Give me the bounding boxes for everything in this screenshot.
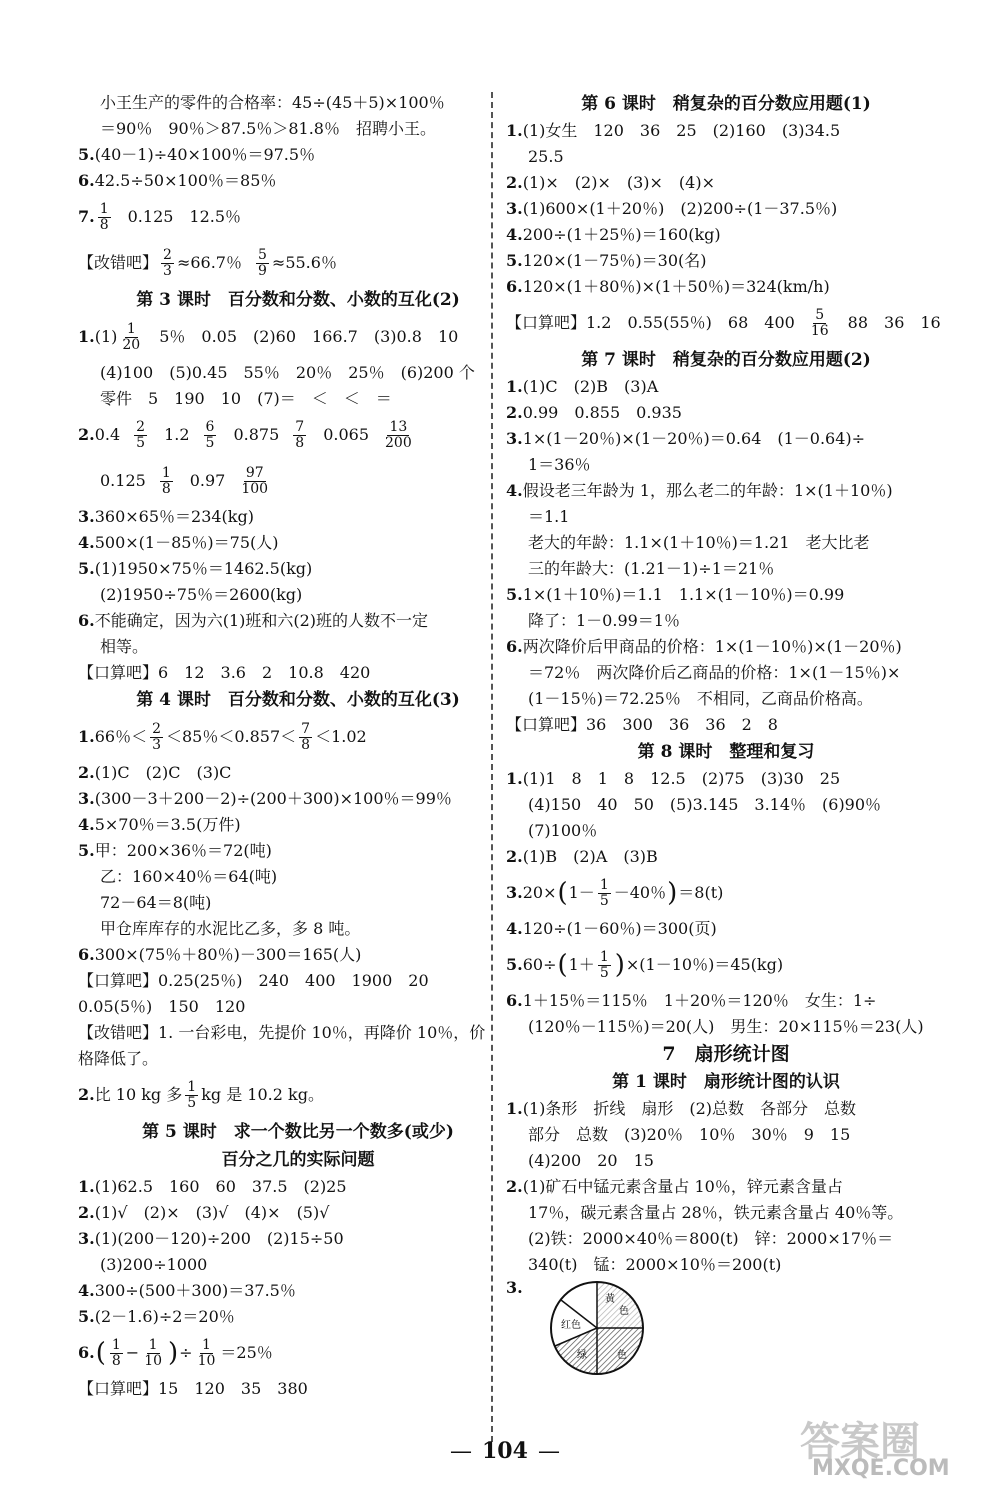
item-number: 6. [78, 944, 95, 964]
fraction: $\frac{1}{8}$ [111, 1336, 121, 1369]
text: ＝25％ [220, 1342, 273, 1362]
left-column: 小王生产的零件的合格率：45÷(45＋5)×100％ ＝90％ 90％＞87.5％＞81.8％ 招聘小王。 5. (40－1)÷40×100％＝97.5％ 6. 42.5÷50×100％＝85％ 7. $\frac{1}{8}$ 0.125 12.5％ 【改错吧】 $\frac{2}{3}$ ≈66.7％ $\frac{5}{9}$ ≈55.6％ 第 3 课时 百分数和分数、小数的互化(2) 1. (1) $\frac{1}{20}$ 5％ 0.05 (2)60 166.7 (3)0.8 10 (4)100 (5)0.45 55％ 20％ 25％ (6)200 个 零件 5 190 10 (7)＝ ＜ ＜ ＝ 2. 0.4 $\frac{2}{5}$ 1.2 $\frac{6}{5}$ 0.875 $\frac{7}{8}$ 0.065 $\frac{13}{200}$ 0.125 $\frac{1}{8}$ 0.97 $\frac{97}{100}$ 3. 360×65％＝234(kg) 4. 500×(1－85％)＝75(人) 5. (1)1950×75％＝1462.5(kg) (2)1950÷75％＝2600(kg) 6. 不能确定，因为六(1)班和六(2)班的人数不一定 相等。 【口算吧】6 12 3.6 2 10.8 420 第 4 课时 百分数和分数、小数的互化(3) 1. 66％＜ $\frac{2}{3}$ ＜85％＜0.857＜ $\frac{7}{8}$ ＜1.02 2. (1)C (2)C (3)C 3. (300－3＋200－2)÷(200＋300)×100％＝99％ 4. 5×70％＝3.5(万件) 5. 甲：200×36％＝72(吨) 乙：160×40％＝64(吨) 72－64＝8(吨) 甲仓库库存的水泥比乙多，多 8 吨。 6. 300×(75％＋80％)－300＝165(人) 【口算吧】0.25(25％) 240 400 1900 20 0.05(5％) 150 120 【改错吧】1. 一台彩电，先提价 10％，再降价 10％，价 格降低了。 2. 比 10 kg 多 $\frac{1}{5}$ kg 是 10.2 kg。 第 5 课时 求一个数比另一个数多(或少) 百分之几的实际问题 1. (1)62.5 160 60 37.5 (2)25 2. (1)√ (2)× (3)√ (4)× (5)√ 3. (1)(200－120)÷200 (2)15÷50 (3)200÷1000 4. 300÷(500＋300)＝37.5％ 5. (2－1.6)÷2＝20％ 6. ( $\frac{1}{8}$ − $\frac{1}{10}$ ) ÷ $\frac{1}{10}$ ＝25％ 【口算吧】15 120 35 380 [78, 90, 518, 1402]
fraction: $\frac{2}{3}$ [152, 720, 161, 753]
text: (1)1 8 1 8 12.5 (2)75 (3)30 25 [522, 768, 841, 788]
lesson-heading-sub: 百分之几的实际问题 [221, 1149, 375, 1170]
text: 0.125 [100, 470, 146, 490]
text-line: 340(t) 锰：2000×10％＝200(t) [528, 1254, 782, 1274]
pie-chart-figure [547, 1278, 647, 1378]
text-line: 0.05(5％) 150 120 [78, 996, 246, 1016]
text-line: 【口算吧】6 12 3.6 2 10.8 420 [78, 662, 371, 682]
fraction: $\frac{2}{5}$ [136, 418, 146, 451]
item-number: 2. [506, 402, 523, 422]
item-number: 5. [78, 1306, 95, 1326]
item-number: 3. [506, 428, 523, 448]
lesson-heading: 第 4 课时 百分数和分数、小数的互化(3) [136, 689, 460, 710]
item-number: 5. [506, 954, 523, 974]
text-line: 零件 5 190 10 (7)＝ ＜ ＜ ＝ [100, 388, 392, 408]
text: 比 10 kg 多 [94, 1084, 183, 1104]
text: 0.4 [94, 424, 121, 444]
text-line: 部分 总数 (3)20％ 10％ 30％ 9 15 [528, 1124, 851, 1144]
text: 不能确定，因为六(1)班和六(2)班的人数不一定 [94, 610, 429, 630]
text: (2－1.6)÷2＝20％ [94, 1306, 235, 1326]
text: 1.2 [164, 424, 190, 444]
item-number: 3. [78, 788, 95, 808]
text: 120×(1＋80％)×(1＋50％)＝324(km/h) [522, 276, 830, 296]
text: 300÷(500＋300)＝37.5％ [94, 1280, 296, 1300]
page-number-value: 104 [482, 1438, 528, 1464]
item-number: 3. [506, 198, 523, 218]
pie-slice-yellow [597, 1282, 643, 1328]
item-number: 1. [506, 120, 523, 140]
fraction: $\frac{1}{8}$ [99, 200, 109, 233]
item-number: 7. [78, 206, 95, 226]
column-divider [491, 92, 493, 1442]
item-number: 6. [506, 276, 523, 296]
paren-open: ( [557, 950, 568, 980]
text: kg 是 10.2 kg。 [201, 1084, 324, 1104]
fraction: $\frac{97}{100}$ [241, 464, 269, 497]
page-number: — 104 — [450, 1438, 560, 1464]
item-number: 1. [506, 768, 523, 788]
text: (1)(200－120)÷200 (2)15÷50 [94, 1228, 344, 1248]
paren-close: ) [667, 878, 678, 908]
text: ＝8(t) [678, 882, 724, 902]
text-line: 25.5 [528, 146, 564, 166]
text: 假设老三年龄为 1，那么老二的年龄：1×(1＋10％) [522, 480, 893, 500]
fraction: $\frac{13}{200}$ [385, 418, 412, 451]
watermark-url: MXQE.COM [812, 1456, 950, 1481]
text: (1)× (2)× (3)× (4)× [522, 172, 715, 192]
fraction: $\frac{6}{5}$ [205, 418, 215, 451]
text: 【口算吧】1.2 0.55(55％) 68 400 [506, 312, 795, 332]
item-number: 1. [506, 1098, 523, 1118]
item-number: 4. [78, 814, 95, 834]
item-number: 6. [78, 610, 95, 630]
item-number: 3. [78, 506, 95, 526]
item-number: 2. [78, 1084, 95, 1104]
text: ×(1－10％)＝45(kg) [625, 954, 784, 974]
text: 0.875 [233, 424, 280, 444]
text-line: (3)200÷1000 [100, 1254, 208, 1274]
text: 120×(1－75％)＝30(名) [522, 250, 707, 270]
text-line: 小王生产的零件的合格率：45÷(45＋5)×100％ [100, 92, 445, 112]
fraction: $\frac{1}{8}$ [161, 464, 171, 497]
text-line: 相等。 [100, 636, 149, 656]
fraction: $\frac{1}{20}$ [122, 320, 141, 353]
item-number: 5. [78, 840, 95, 860]
text: 1×(1－20％)×(1－20％)＝0.64 (1－0.64)÷ [522, 428, 866, 448]
item-number: 1. [78, 326, 95, 346]
text-line: 乙：160×40％＝64(吨) [100, 866, 278, 886]
text: 20× [522, 882, 557, 902]
item-number: 4. [506, 480, 523, 500]
item-number: 2. [506, 1176, 523, 1196]
text: 0.97 [189, 470, 226, 490]
text: －40％ [613, 882, 667, 902]
text: 5％ 0.05 (2)60 166.7 (3)0.8 10 [159, 326, 459, 346]
pie-label-red: 红色 [560, 1320, 581, 1331]
text: 1×(1＋10％)＝1.1 1.1×(1－10％)＝0.99 [522, 584, 845, 604]
text-line: (4)150 40 50 (5)3.145 3.14％ (6)90％ [528, 794, 882, 814]
text-line: 1＝36％ [528, 454, 591, 474]
text: 120÷(1－60％)＝300(页) [522, 918, 717, 938]
paren-open: ( [95, 1338, 106, 1368]
item-number: 1. [78, 726, 95, 746]
text-line: 甲仓库库存的水泥比乙多，多 8 吨。 [100, 918, 361, 938]
text-line: (4)100 (5)0.45 55％ 20％ 25％ (6)200 个 [100, 362, 475, 382]
text: (300－3＋200－2)÷(200＋300)×100％＝99％ [94, 788, 452, 808]
fraction: $\frac{1}{5}$ [599, 876, 609, 909]
unit-heading: 7 扇形统计图 [662, 1042, 790, 1065]
text: (1)62.5 160 60 37.5 (2)25 [94, 1176, 347, 1196]
text-line: 老大的年龄：1.1×(1＋10％)＝1.21 老大比老 [528, 532, 870, 552]
fraction: $\frac{5}{9}$ [257, 246, 267, 279]
text: 1＋15％＝115％ 1＋20％＝120％ 女生：1÷ [522, 990, 877, 1010]
text: (1)矿石中锰元素含量占 10％，锌元素含量占 [522, 1176, 843, 1196]
item-number: 6. [506, 990, 523, 1010]
lesson-heading: 第 1 课时 扇形统计图的认识 [612, 1071, 840, 1092]
lesson-heading: 第 8 课时 整理和复习 [637, 741, 815, 762]
text: (1)女生 120 36 25 (2)160 (3)34.5 [522, 120, 841, 140]
text: 88 36 16 [847, 312, 941, 332]
item-number: 6. [78, 170, 95, 190]
paren-open: ( [557, 878, 568, 908]
item-number: 4. [506, 918, 523, 938]
text: 5×70％＝3.5(万件) [94, 814, 241, 834]
lesson-heading: 第 7 课时 稍复杂的百分数应用题(2) [581, 349, 871, 370]
text-line: 【改错吧】1. 一台彩电，先提价 10％，再降价 10％，价 [78, 1022, 486, 1042]
item-number: 3. [78, 1228, 95, 1248]
item-number: 6. [506, 636, 523, 656]
pie-label-yellow: 黄 [604, 1294, 615, 1305]
text: 66％＜ [94, 726, 148, 746]
text: 42.5÷50×100％＝85％ [94, 170, 277, 190]
text-line: (2)1950÷75％＝2600(kg) [100, 584, 303, 604]
text: (1)600×(1＋20％) (2)200÷(1－37.5％) [522, 198, 838, 218]
text: ＜1.02 [315, 726, 367, 746]
text: ≈55.6％ [271, 252, 337, 272]
text-line: 17％，碳元素含量占 28％，铁元素含量占 40％等。 [528, 1202, 904, 1222]
text-line: 三的年龄大：(1.21－1)÷1＝21％ [528, 558, 775, 578]
lesson-heading: 第 3 课时 百分数和分数、小数的互化(2) [136, 289, 460, 310]
item-number: 1. [506, 376, 523, 396]
item-number: 3. [506, 882, 523, 902]
pie-label-color: 色 [616, 1350, 627, 1361]
section-label: 【改错吧】 [78, 252, 159, 272]
paren-close: ) [168, 1338, 179, 1368]
text: 360×65％＝234(kg) [94, 506, 254, 526]
item-number: 5. [506, 584, 523, 604]
text: 0.125 12.5％ [127, 206, 242, 226]
item-number: 4. [78, 1280, 95, 1300]
item-number: 5. [506, 250, 523, 270]
fraction: $\frac{5}{16}$ [810, 306, 829, 339]
text: 1＋ [568, 954, 595, 974]
text-line: 72－64＝8(吨) [100, 892, 212, 912]
text: 60÷ [522, 954, 557, 974]
text-line: 【口算吧】15 120 35 380 [78, 1378, 308, 1398]
text: 200÷(1＋25％)＝160(kg) [522, 224, 721, 244]
text: (1)C (2)B (3)A [522, 376, 659, 396]
item-number: 1. [78, 1176, 95, 1196]
text: 300×(75％＋80％)－300＝165(人) [94, 944, 362, 964]
item-number: 6. [78, 1342, 95, 1362]
item-number: 2. [506, 172, 523, 192]
item-number: 3. [506, 1278, 523, 1297]
item-number: 4. [506, 224, 523, 244]
text: (40－1)÷40×100％＝97.5％ [94, 144, 316, 164]
text-line: (2)铁：2000×40％＝800(t) 锌：2000×17％＝ [528, 1228, 894, 1248]
watermark-logo: 答案圈 [800, 1419, 920, 1465]
text: (1)条形 折线 扇形 (2)总数 各部分 总数 [522, 1098, 857, 1118]
item-number: 5. [78, 558, 95, 578]
text: 两次降价后甲商品的价格：1×(1－10％)×(1－20％) [522, 636, 902, 656]
text-line: 【口算吧】0.25(25％) 240 400 1900 20 [78, 970, 429, 990]
text-line: ＝1.1 [528, 506, 570, 526]
fraction: $\frac{7}{8}$ [301, 720, 311, 753]
item-number: 2. [78, 762, 95, 782]
text: 1－ [568, 882, 595, 902]
lesson-heading: 第 5 课时 求一个数比另一个数多(或少) [142, 1121, 454, 1142]
right-column [506, 90, 946, 1378]
text-line: (4)200 20 15 [528, 1150, 654, 1170]
text: 500×(1－85％)＝75(人) [94, 532, 279, 552]
text: 0.065 [323, 424, 369, 444]
text-line: 【口算吧】36 300 36 36 2 8 [506, 714, 778, 734]
text: ≈66.7％ [176, 252, 242, 272]
fraction: $\frac{1}{10}$ [197, 1336, 216, 1369]
fraction: $\frac{1}{5}$ [599, 948, 609, 981]
text: ＜85％＜0.857＜ [166, 726, 297, 746]
fraction: $\frac{2}{3}$ [163, 246, 172, 279]
text: (1)B (2)A (3)B [522, 846, 658, 866]
fraction: $\frac{7}{8}$ [295, 418, 305, 451]
item-number: 2. [78, 424, 95, 444]
text: (1)√ (2)× (3)√ (4)× (5)√ [94, 1202, 330, 1222]
pie-label-green: 绿 [576, 1350, 587, 1361]
text: (1)1950×75％＝1462.5(kg) [94, 558, 313, 578]
text-line: ＝72％ 两次降价后乙商品的价格：1×(1－15％)× [528, 662, 901, 682]
pie-label-yellow-2: 色 [618, 1306, 629, 1317]
text-line: ＝90％ 90％＞87.5％＞81.8％ 招聘小王。 [100, 118, 436, 138]
text-line: (1－15％)＝72.25％ 不相同，乙商品价格高。 [528, 688, 873, 708]
text: (1)C (2)C (3)C [94, 762, 232, 782]
text: 0.99 0.855 0.935 [522, 402, 682, 422]
item-number: 5. [78, 144, 95, 164]
item-number: 4. [78, 532, 95, 552]
text: (1) [94, 326, 118, 346]
item-number: 2. [78, 1202, 95, 1222]
text-line: (120％－115％)＝20(人) 男生：20×115％＝23(人) [528, 1016, 924, 1036]
paren-close: ) [614, 950, 625, 980]
item-number: 2. [506, 846, 523, 866]
text-line: 降了：1－0.99＝1％ [528, 610, 680, 630]
fraction: $\frac{1}{10}$ [144, 1336, 163, 1369]
fraction: $\frac{1}{5}$ [187, 1078, 197, 1111]
text: 甲：200×36％＝72(吨) [94, 840, 272, 860]
text-line: 格降低了。 [78, 1048, 159, 1068]
lesson-heading: 第 6 课时 稍复杂的百分数应用题(1) [581, 93, 871, 114]
text-line: (7)100％ [528, 820, 598, 840]
